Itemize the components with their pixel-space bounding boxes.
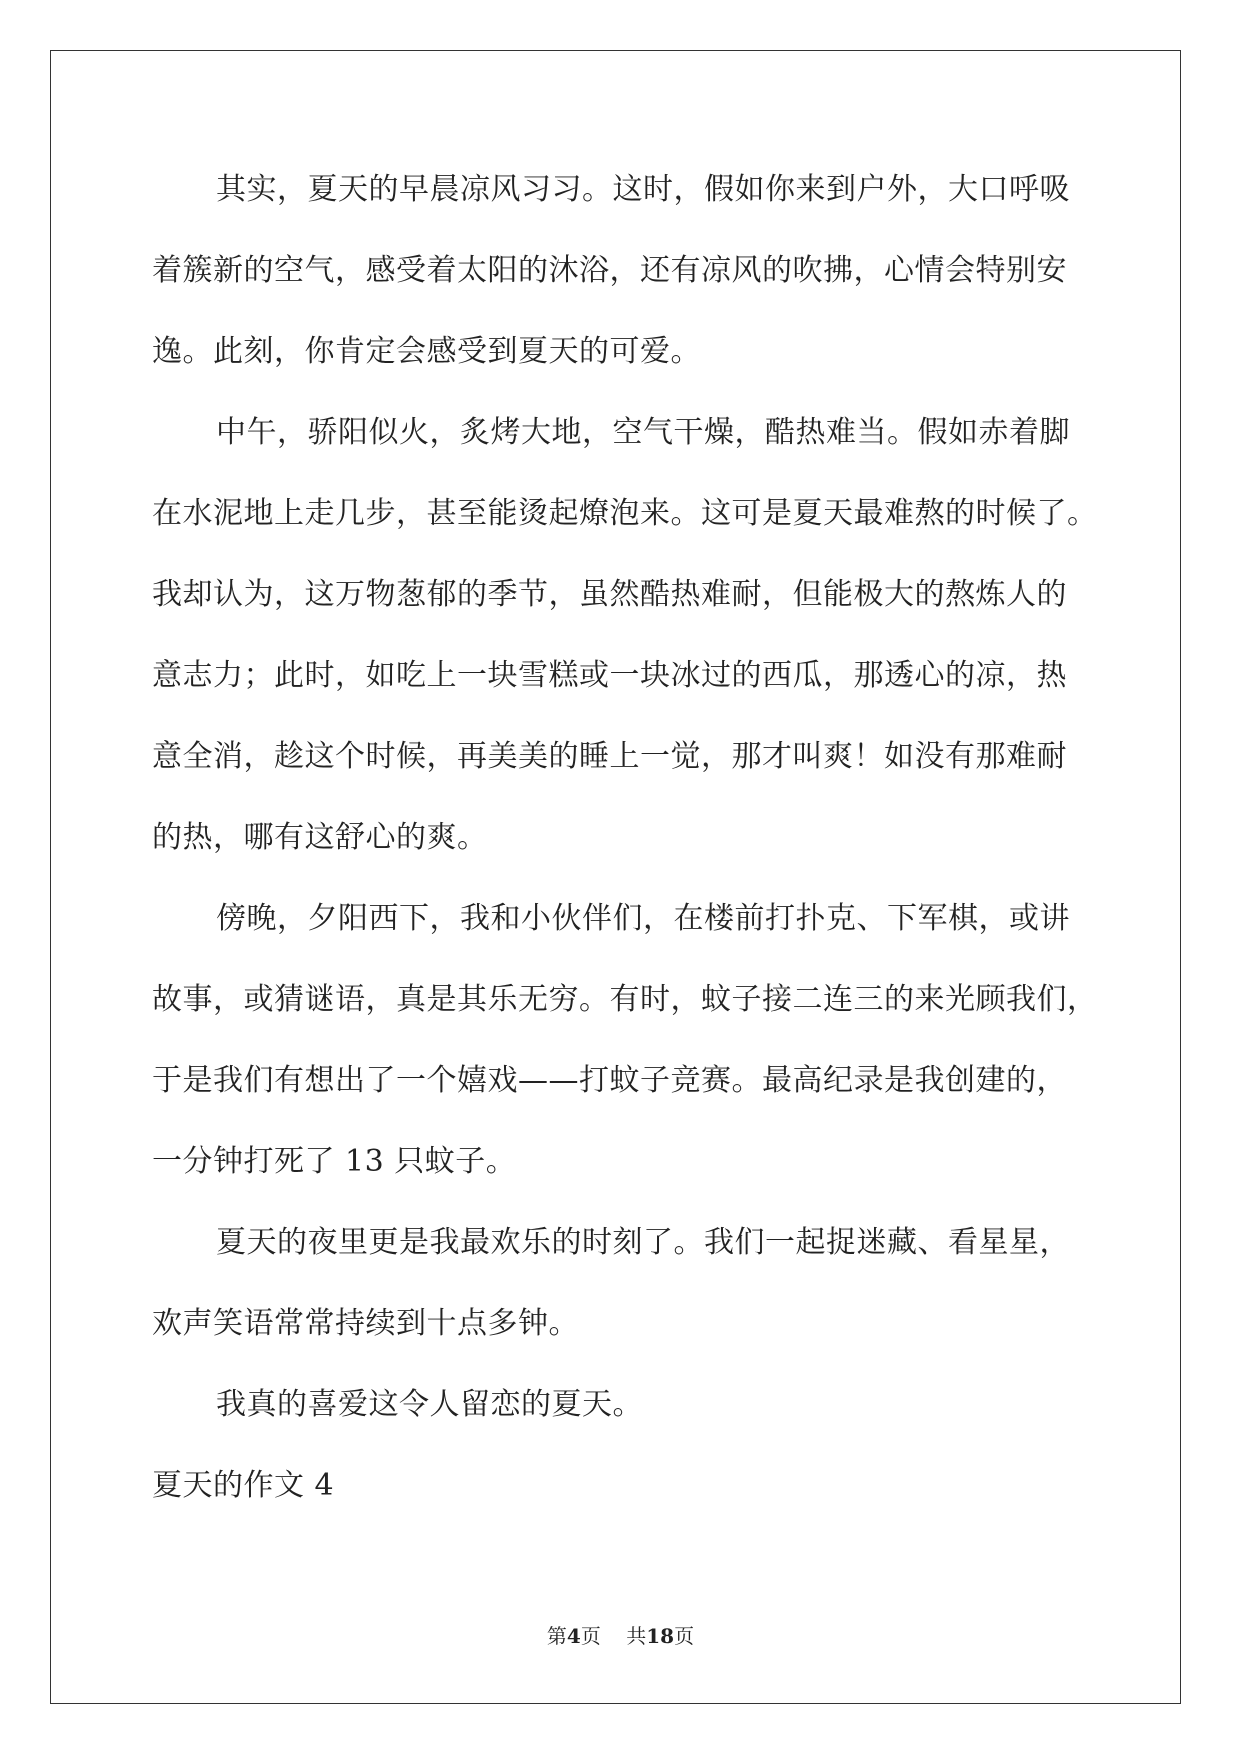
text-line: 我却认为，这万物葱郁的季节，虽然酷热难耐，但能极大的熬炼人的	[152, 577, 1067, 612]
total-suffix: 页	[674, 1624, 695, 1648]
text-line: 着簇新的空气，感受着太阳的沐浴，还有凉风的吹拂，心情会特别安	[152, 253, 1067, 288]
text-line: 意志力；此时，如吃上一块雪糕或一块冰过的西瓜，那透心的凉，热	[152, 658, 1067, 693]
text-line: 逸。此刻，你肯定会感受到夏天的可爱。	[152, 334, 701, 369]
text-line: 其实，夏天的早晨凉风习习。这时，假如你来到户外，大口呼吸	[216, 172, 1070, 207]
page-number: 4	[566, 1624, 581, 1648]
text-line: 夏天的夜里更是我最欢乐的时刻了。我们一起捉迷藏、看星星，	[216, 1225, 1070, 1260]
document-body	[152, 160, 1098, 1537]
text-line: 傍晚，夕阳西下，我和小伙伴们，在楼前打扑克、下军棋，或讲	[216, 901, 1070, 936]
text-line: 故事，或猜谜语，真是其乐无穷。有时，蚊子接二连三的来光顾我们，	[152, 982, 1098, 1017]
page-prefix: 第	[546, 1624, 567, 1648]
section-heading: 夏天的作文 4	[152, 1468, 335, 1503]
text-line: 于是我们有想出了一个嬉戏——打蚊子竞赛。最高纪录是我创建的，	[152, 1063, 1067, 1098]
total-prefix: 共	[626, 1624, 647, 1648]
text-line: 的热，哪有这舒心的爽。	[152, 820, 488, 855]
text-line: 我真的喜爱这令人留恋的夏天。	[216, 1387, 643, 1422]
page-suffix: 页	[580, 1624, 601, 1648]
page-footer	[0, 1620, 1241, 1649]
total-pages: 18	[646, 1624, 675, 1648]
text-line: 意全消，趁这个时候，再美美的睡上一觉，那才叫爽！如没有那难耐	[152, 739, 1067, 774]
text-line: 一分钟打死了 13 只蚊子。	[152, 1144, 517, 1179]
text-line: 欢声笑语常常持续到十点多钟。	[152, 1306, 579, 1341]
text-line: 在水泥地上走几步，甚至能烫起燎泡来。这可是夏天最难熬的时候了。	[152, 496, 1098, 531]
text-line: 中午，骄阳似火，炙烤大地，空气干燥，酷热难当。假如赤着脚	[216, 415, 1070, 450]
